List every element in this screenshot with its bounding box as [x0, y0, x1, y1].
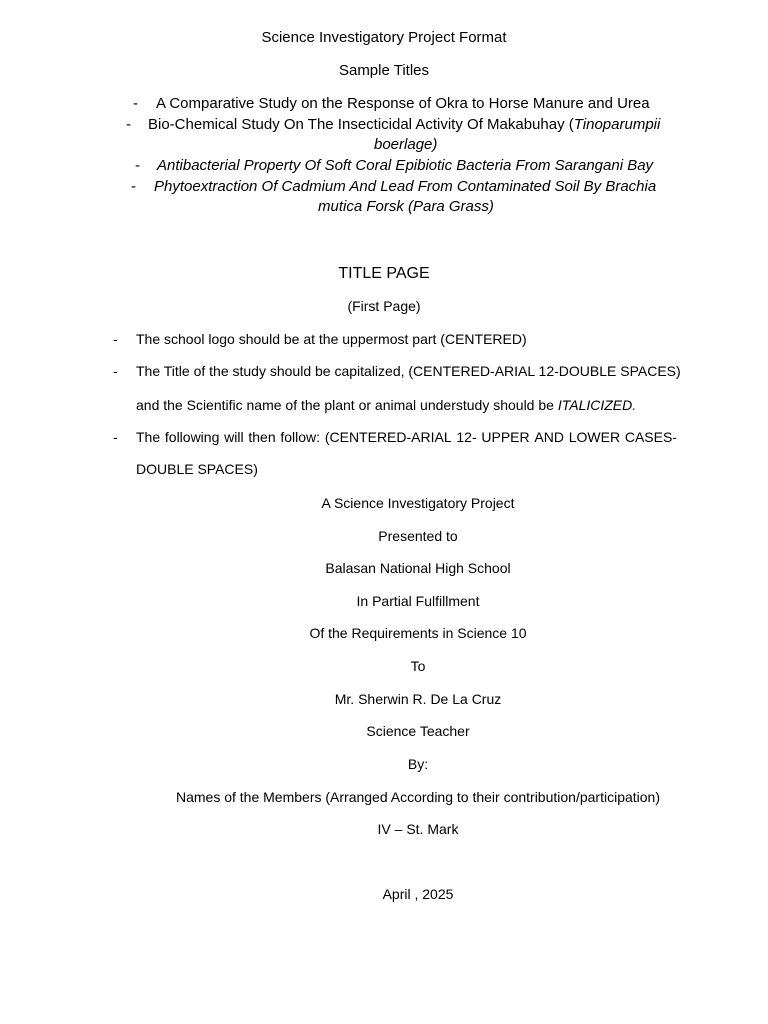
sample-title-2: [148, 116, 660, 133]
rule-2: The Title of the study should be capitalized, (CENTERED-ARIAL 12-DOUBLE SPACES): [136, 363, 681, 379]
rule-3-word: then: [248, 429, 276, 445]
sample-title-2-italic: Tinoparumpii: [573, 116, 661, 133]
sample-title-4-continued: mutica Forsk (Para Grass): [318, 198, 494, 215]
list-dash: -: [133, 95, 138, 112]
list-dash: -: [113, 429, 118, 445]
sample-line: Of the Requirements in Science 10: [309, 625, 527, 641]
sample-line: In Partial Fulfillment: [356, 593, 480, 609]
sample-title-2-continued: boerlage): [374, 136, 438, 153]
sample-date: April , 2025: [382, 886, 454, 902]
rule-3-word: 12-: [456, 429, 477, 445]
title-page-heading: TITLE PAGE: [338, 265, 430, 282]
rule-3: [136, 429, 677, 445]
title-page-subheading: (First Page): [347, 298, 421, 314]
sample-line: A Science Investigatory Project: [321, 495, 515, 511]
sample-line: Names of the Members (Arranged According to their contribution/participation): [175, 789, 660, 805]
rule-3-word: LOWER: [568, 429, 621, 445]
rule-3-word: The: [136, 429, 161, 445]
rule-3-continued: DOUBLE SPACES): [136, 461, 258, 477]
rule-3-word: follow:: [280, 429, 321, 445]
rule-2-continued-main: and the Scientific name of the plant or animal understudy should be: [136, 397, 558, 413]
list-dash: -: [131, 178, 136, 195]
rule-3-word: CASES-: [624, 429, 677, 445]
list-dash: -: [135, 157, 140, 174]
rule-3-word: UPPER: [481, 429, 530, 445]
list-dash: -: [113, 363, 118, 379]
sample-line: Mr. Sherwin R. De La Cruz: [334, 691, 502, 707]
rule-2-continued: [136, 397, 636, 413]
sample-title-3: Antibacterial Property Of Soft Coral Epibiotic Bacteria From Sarangani Bay: [157, 157, 654, 174]
sample-title-2-main: Bio-Chemical Study On The Insecticidal Activity Of Makabuhay (: [148, 116, 574, 133]
sample-line: Science Teacher: [366, 723, 470, 739]
sample-line: To: [410, 658, 426, 674]
rule-3-word: (CENTERED-ARIAL: [324, 429, 452, 445]
rule-3-word: AND: [534, 429, 564, 445]
document-title: Science Investigatory Project Format: [261, 29, 507, 46]
sample-line: Balasan National High School: [325, 560, 511, 576]
list-dash: -: [126, 116, 131, 133]
list-dash: -: [113, 331, 118, 347]
sample-title-1: A Comparative Study on the Response of Okra to Horse Manure and Urea: [156, 95, 650, 112]
rule-3-word: following: [164, 429, 220, 445]
sample-titles-heading: Sample Titles: [338, 62, 430, 79]
rule-3-word: will: [224, 429, 244, 445]
sample-title-4: Phytoextraction Of Cadmium And Lead From Contaminated Soil By Brachia: [154, 178, 657, 195]
rule-1: The school logo should be at the uppermost part (CENTERED): [136, 331, 527, 347]
rule-2-italic: ITALICIZED.: [557, 397, 637, 413]
sample-line: By:: [407, 756, 429, 772]
sample-line: Presented to: [378, 528, 458, 544]
sample-line: IV – St. Mark: [377, 821, 459, 837]
